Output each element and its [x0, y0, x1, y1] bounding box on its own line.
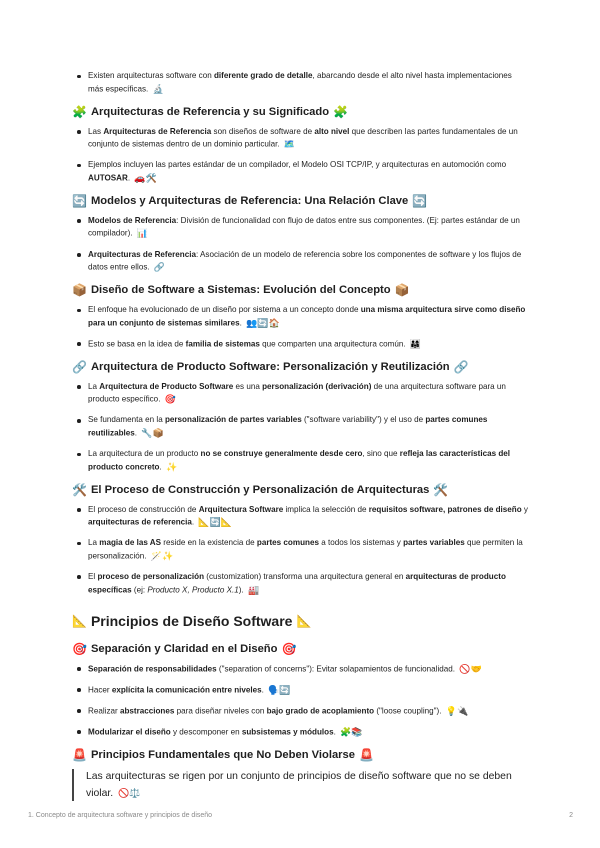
section-heading: 🔄 Modelos y Arquitecturas de Referencia: Una Relación Clave 🔄	[72, 193, 428, 208]
section-list	[72, 504, 528, 597]
list-item: Arquitecturas de Referencia: Asociación de un modelo de referencia sobre los componentes de software y los flujos de datos entre ellos. 🔗	[72, 249, 528, 275]
list-item: El enfoque ha evolucionado de un diseño por sistema a un concepto donde una misma arquitectura sirve como diseño para un conjunto de sistemas similares. 👥🔄🏠	[72, 304, 528, 330]
list-item: Realizar abstracciones para diseñar niveles con bajo grado de acoplamiento ("loose coupling"). 💡🔌	[72, 705, 528, 718]
intro-list	[72, 70, 528, 96]
people-home-icon: 👥🔄🏠	[246, 317, 280, 328]
list-item: Separación de responsabilidades ("separation of concerns"): Evitar solapamientos de funcionalidad. 🚫🤝	[72, 663, 528, 676]
microscope-icon: 🔬	[152, 83, 164, 94]
section-list	[72, 126, 528, 185]
package-icon: 📦	[72, 283, 87, 298]
no-handshake-icon: 🚫🤝	[459, 663, 482, 674]
list-item: Existen arquitecturas software con diferente grado de detalle, abarcando desde el alto nivel hasta implementaciones más específicas. 🔬	[72, 70, 528, 96]
list-item: Modelos de Referencia: División de funcionalidad con flujo de datos entre sus componentes. (Ej: partes estándar de un compilador). 📊	[72, 215, 528, 241]
link-icon: 🔗	[453, 359, 469, 374]
page-content	[72, 70, 528, 801]
siren-icon: 🚨	[72, 747, 87, 762]
list-item: Se fundamenta en la personalización de partes variables ("software variability") y el uso de partes comunes reutilizables. 🔧📦	[72, 414, 528, 440]
section-list	[72, 215, 528, 274]
section-heading: 📦 Diseño de Software a Sistemas: Evolución del Concepto 📦	[72, 283, 410, 298]
section-heading: 🔗 Arquitectura de Producto Software: Personalización y Reutilización 🔗	[72, 359, 469, 374]
section-list	[72, 381, 528, 474]
link-icon: 🔗	[72, 359, 87, 374]
blockquote: Las arquitecturas se rigen por un conjunto de principios de diseño software que no se deben violar. 🚫⚖️	[72, 769, 528, 802]
car-tools-icon: 🚗🛠️	[134, 172, 157, 183]
target-icon: 🎯	[164, 394, 176, 405]
triangle-ruler-icon: 📐	[296, 613, 312, 628]
list-item: Ejemplos incluyen las partes estándar de un compilador, el Modelo OSI TCP/IP, y arquitecturas en automoción como AUTOSAR. 🚗🛠️	[72, 159, 528, 185]
target-icon: 🎯	[72, 641, 87, 656]
list-item: Modularizar el diseño y descomponer en subsistemas y módulos. 🧩📚	[72, 726, 528, 739]
refresh-icon: 🔄	[72, 193, 87, 208]
subsection-heading: 🚨 Principios Fundamentales que No Deben Violarse 🚨	[72, 747, 374, 762]
principles-heading: 📐 Principios de Diseño Software 📐	[72, 612, 312, 629]
list-item: El proceso de personalización (customization) transforma una arquitectura general en arquitecturas de producto específicas (ej: Producto X, Producto X.1). 🏭	[72, 571, 528, 597]
section-heading: 🧩 Arquitecturas de Referencia y su Significado 🧩	[72, 104, 349, 119]
list-item: Hacer explícita la comunicación entre niveles. 🗣️🔄	[72, 684, 528, 697]
page-number: 2	[569, 812, 573, 819]
subsection-heading: 🎯 Separación y Claridad en el Diseño 🎯	[72, 641, 297, 656]
speech-refresh-icon: 🗣️🔄	[268, 684, 291, 695]
bulb-plug-icon: 💡🔌	[445, 705, 469, 716]
list-item: El proceso de construcción de Arquitectura Software implica la selección de requisitos software, patrones de diseño y arquitecturas de referencia. 📐🔄📐	[72, 504, 528, 530]
ruler-refresh-icon: 📐🔄📐	[198, 517, 233, 528]
factory-icon: 🏭	[247, 584, 260, 595]
principles-list	[72, 663, 528, 739]
target-icon: 🎯	[281, 641, 297, 656]
package-icon: 📦	[394, 283, 410, 298]
list-item: La arquitectura de un producto no se construye generalmente desde cero, sino que refleja las características del producto concreto. ✨	[72, 448, 528, 474]
puzzle-icon: 🧩	[333, 104, 349, 119]
section-list	[72, 304, 528, 351]
puzzle-icon: 🧩	[72, 104, 87, 119]
page-footer	[28, 812, 573, 819]
sparkles-icon: ✨	[166, 461, 178, 472]
list-item: Las Arquitecturas de Referencia son diseños de software de alto nivel que describen las partes fundamentales de un conjunto de sistemas dentro de un dominio particular. 🗺️	[72, 126, 528, 152]
section-heading: 🛠️ El Proceso de Construcción y Personalización de Arquitecturas 🛠️	[72, 482, 449, 497]
magic-wand-icon: 🪄✨	[150, 550, 174, 561]
list-item: Esto se basa en la idea de familia de sistemas que comparten una arquitectura común. 👨‍👩‍👧	[72, 338, 528, 351]
wrench-package-icon: 🔧📦	[141, 428, 164, 438]
list-item: La Arquitectura de Producto Software es una personalización (derivación) de una arquitectura software para un producto específico. 🎯	[72, 381, 528, 407]
triangle-ruler-icon: 📐	[72, 613, 87, 628]
chart-icon: 📊	[136, 228, 148, 239]
siren-icon: 🚨	[358, 747, 374, 762]
tools-icon: 🛠️	[72, 482, 87, 497]
puzzle-books-icon: 🧩📚	[340, 726, 363, 737]
family-icon: 👨‍👩‍👧	[409, 338, 422, 349]
link-icon: 🔗	[153, 262, 166, 273]
footer-title: 1. Concepto de arquitectura software y principios de diseño	[28, 812, 213, 819]
list-item: La magia de las AS reside en la existencia de partes comunes a todos los sistemas y partes variables que permiten la personalización. 🪄✨	[72, 537, 528, 563]
tools-icon: 🛠️	[433, 482, 449, 497]
refresh-icon: 🔄	[412, 193, 428, 208]
prohibited-scale-icon: 🚫⚖️	[118, 787, 141, 798]
map-icon: 🗺️	[283, 139, 296, 150]
